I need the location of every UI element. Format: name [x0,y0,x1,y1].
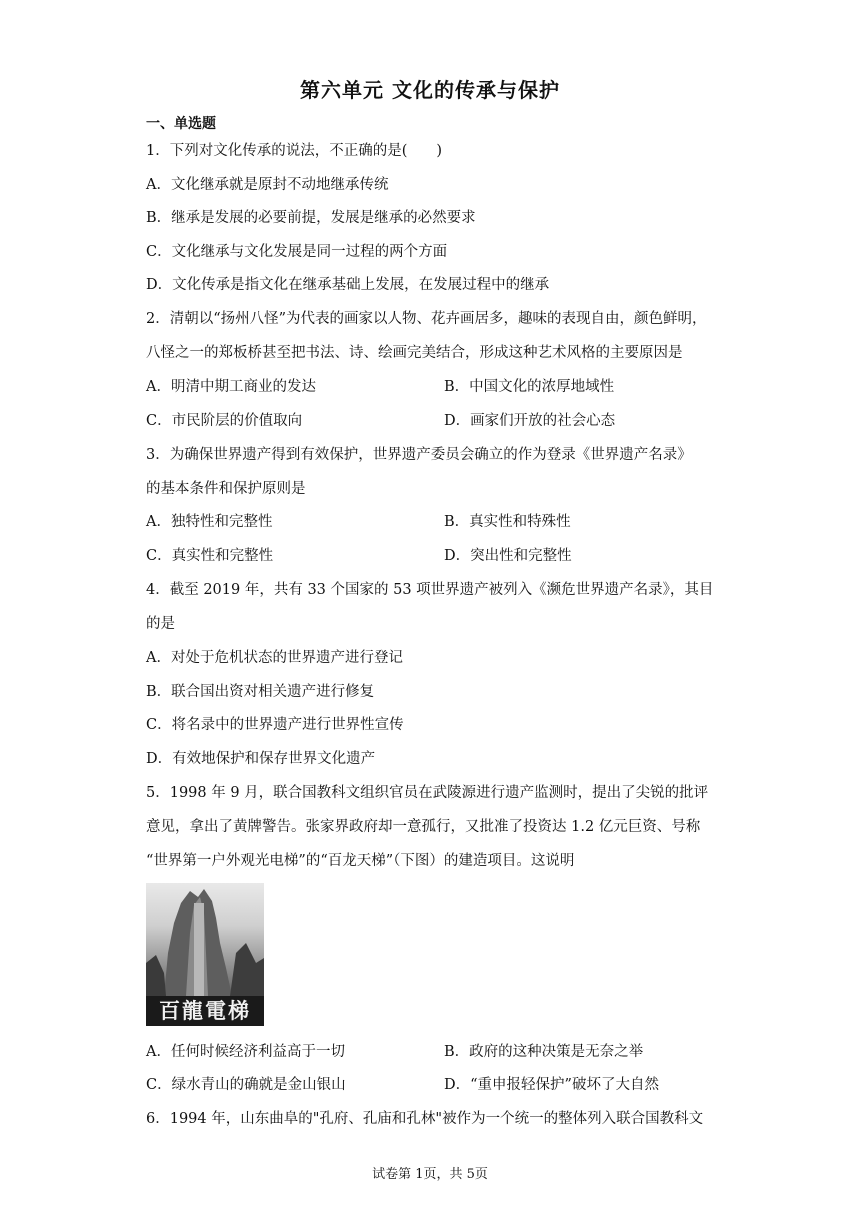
q2-option-d: D．画家们开放的社会心态 [444,413,616,429]
page-title: 第六单元 文化的传承与保护 [300,78,560,102]
q1-stem: 1．下列对文化传承的说法，不正确的是( ) [146,143,443,159]
q3-option-a: A．独特性和完整性 [146,514,273,530]
page-footer: 试卷第 1页，共 5页 [372,1167,488,1182]
q2-option-b: B．中国文化的浓厚地域性 [444,379,615,395]
q3-option-c: C．真实性和完整性 [146,548,274,564]
q5-option-c: C．绿水青山的确就是金山银山 [146,1077,346,1093]
q1-option-c: C．文化继承与文化发展是同一过程的两个方面 [146,244,448,260]
q4-option-c: C．将名录中的世界遗产进行世界性宣传 [146,717,404,733]
q5-option-b: B．政府的这种决策是无奈之举 [444,1044,644,1060]
q4-option-a: A．对处于危机状态的世界遗产进行登记 [146,650,403,666]
q1-option-a: A．文化继承就是原封不动地继承传统 [146,177,389,193]
q3-option-d: D．突出性和完整性 [444,548,572,564]
q2-stem-line1: 2．清朝以“扬州八怪”为代表的画家以人物、花卉画居多，趣味的表现自由，颜色鲜明， [146,311,707,327]
q1-option-d: D．文化传承是指文化在继承基础上发展，在发展过程中的继承 [146,277,550,293]
elevator-photo [146,883,264,1026]
q2-option-c: C．市民阶层的价值取向 [146,413,303,429]
q5-option-a: A．任何时候经济利益高于一切 [146,1044,345,1060]
q2-option-a: A．明清中期工商业的发达 [146,379,316,395]
q3-stem-line1: 3．为确保世界遗产得到有效保护，世界遗产委员会确立的作为登录《世界遗产名录》 [146,447,692,463]
q4-stem-line2: 的是 [146,616,175,632]
q4-option-d: D．有效地保护和保存世界文化遗产 [146,751,376,767]
q5-stem-line2: 意见，拿出了黄牌警告。张家界政府却一意孤行，又批准了投资达 1.2 亿元巨资、号称 [146,819,701,835]
q4-option-b: B．联合国出资对相关遗产进行修复 [146,684,375,700]
q5-stem-line3: “世界第一户外观光电梯”的“百龙天梯”（下图）的建造项目。这说明 [146,853,575,869]
photo-caption: 百龍電梯 [146,996,264,1026]
q2-stem-line2: 八怪之一的郑板桥甚至把书法、诗、绘画完美结合，形成这种艺术风格的主要原因是 [146,345,683,361]
q6-stem-line1: 6．1994 年，山东曲阜的"孔府、孔庙和孔林"被作为一个统一的整体列入联合国教科文 [146,1111,704,1127]
cliff-illustration [146,883,264,996]
q1-option-b: B．继承是发展的必要前提，发展是继承的必然要求 [146,210,476,226]
q5-option-d: D．“重申报轻保护”破坏了大自然 [444,1077,659,1093]
q3-stem-line2: 的基本条件和保护原则是 [146,481,306,497]
q4-stem-line1: 4．截至 2019 年，共有 33 个国家的 53 项世界遗产被列入《濒危世界遗产名录》，其目 [146,582,714,598]
section-heading: 一、单选题 [146,116,216,132]
q3-option-b: B．真实性和特殊性 [444,514,571,530]
q5-stem-line1: 5．1998 年 9 月，联合国教科文组织官员在武陵源进行遗产监测时，提出了尖锐的批评 [146,785,709,801]
